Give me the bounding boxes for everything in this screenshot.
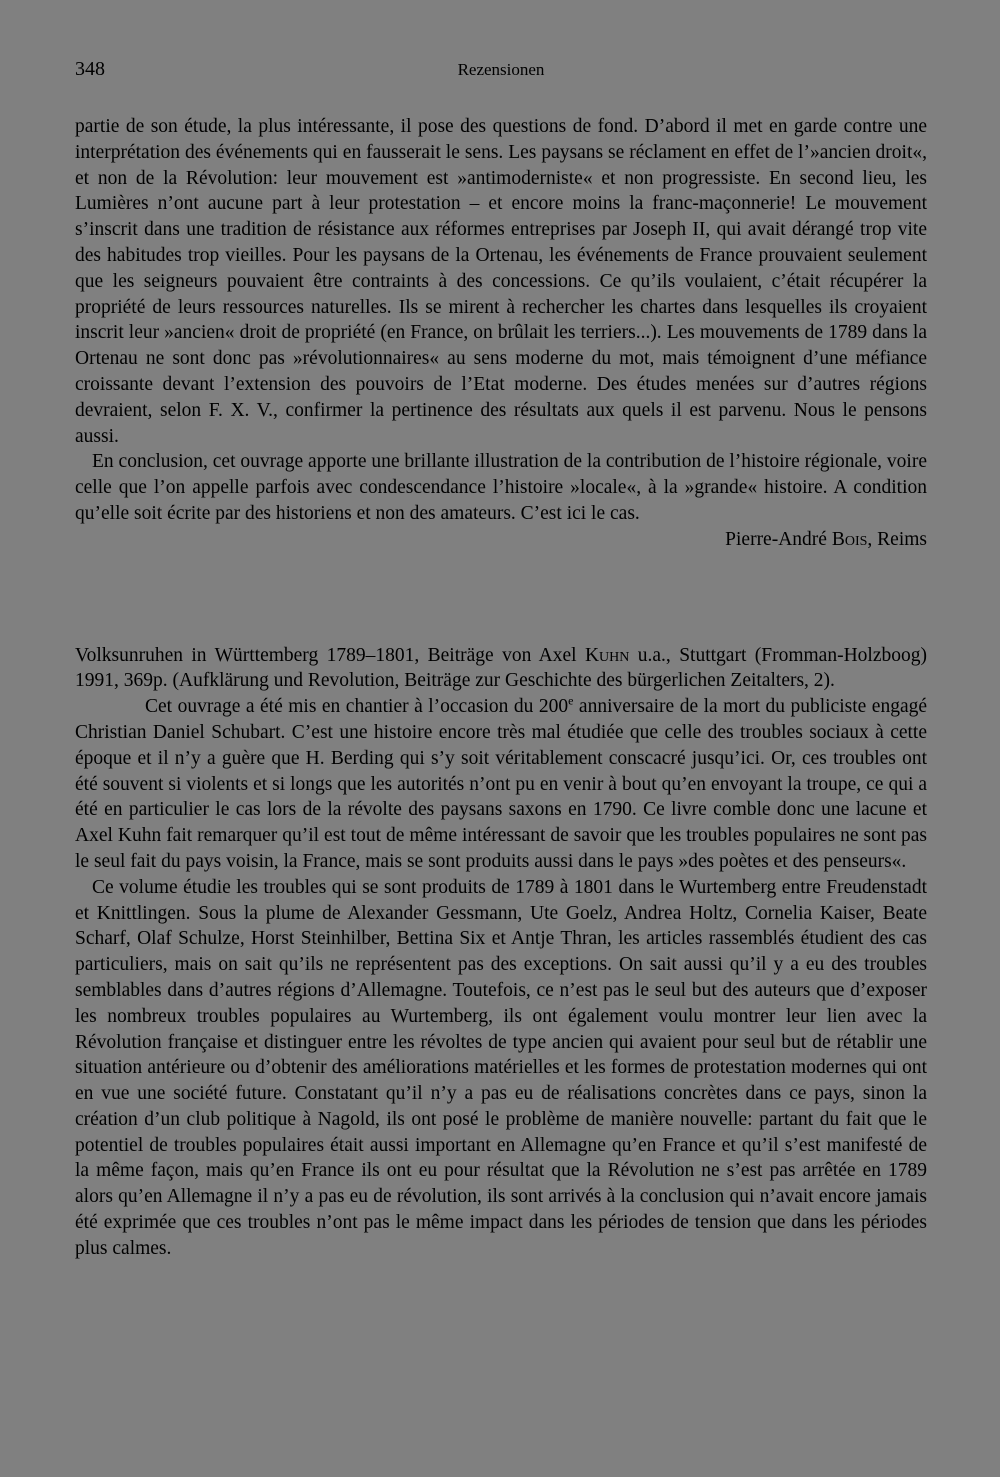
signature-surname: Bois	[831, 528, 868, 550]
citation-author: Kuhn	[584, 644, 630, 666]
review-1-paragraph-1: partie de son étude, la plus intéressante, il pose des questions de fond. D’abord il met en garde contre une interprétation des événements qui en fausserait le sens. Les paysans se réclament en effet de l’»ancien droit«, et non de la Révolution: leur mouvement est »antimoderniste« et non progressiste. En second lieu, les Lumières n’ont aucune part à leur protestation – et encore moins la franc-maçonnerie! Le mouvement s’inscrit dans une tradition de résistance aux réformes entreprises par Joseph II, qui avait dérangé trop vite des habitudes trop vieilles. Pour les paysans de la Ortenau, les événements de France prouvaient seulement que les seigneurs pouvaient être contraints à des concessions. Ce qu’ils voulaient, c’était récupérer la propriété de leurs ressources naturelles. Ils se mirent à rechercher les chartes dans lesquelles ils croyaient inscrit leur »ancien« droit de propriété (en France, on brûlait les terriers...). Les mouvements de 1789 dans la Ortenau ne sont donc pas »révolutionnaires« au sens moderne du mot, mais témoignent d’une méfiance croissante devant l’extension des pouvoirs de l’Etat moderne. Des études menées sur d’autres régions devraient, selon F. X. V., confirmer la pertinence des résultats aux quels il est parvenu. Nous le pensons aussi.	[75, 116, 927, 447]
citation-part-2: u.a., Stuttgart (Fromman-Holzboog) 1991, 369p. (Aufklärung und Revolution, Beiträge zur Geschichte des bürgerlichen Zeitalters, 2).	[75, 644, 927, 692]
signature-name: Pierre-André	[725, 528, 832, 550]
review-2	[75, 643, 927, 1262]
page	[75, 58, 927, 1262]
review-2-paragraph-2: Ce volume étudie les troubles qui se sont produits de 1789 à 1801 dans le Wurtemberg entre Freudenstadt et Knittlingen. Sous la plume de Alexander Gessmann, Ute Goelz, Andrea Holtz, Cornelia Kaiser, Beate Scharf, Olaf Schulze, Horst Steinhilber, Bettina Six et Antje Thran, les articles rassemblés étudient des cas particuliers, mais on sait qu’ils ne représentent pas des exceptions. On sait aussi qu’il y a eu des troubles semblables dans d’autres régions d’Allemagne. Toutefois, ce n’est pas le seul but des auteurs que d’exposer les nombreux troubles populaires au Wurtemberg, ils ont également voulu montrer leur lien avec la Révolution française et distinguer entre les révoltes de type ancien qui avaient pour seul but de rétablir une situation antérieure ou d’obtenir des améliorations matérielles et les formes de protestation modernes qui ont en vue une société future. Constatant qu’il n’y a pas eu de réalisations concrètes dans ce pays, sinon la création d’un club politique à Nagold, ils ont posé le problème de manière nouvelle: partant du fait que le potentiel de troubles populaires était aussi important en Allemagne qu’en France et qu’il s’est manifesté de la même façon, mais qu’en France ils ont eu pour résultat que la Révolution ne s’est pas arrêtée en 1789 alors qu’en Allemagne il n’y a pas eu de révolution, ils sont arrivés à la conclusion qui n’avait encore jamais été exprimée que ces troubles n’ont pas le même impact dans les périodes de tension que dans les périodes plus calmes.	[75, 876, 927, 1259]
paragraph-1-part-2: anniversaire de la mort du publiciste engagé Christian Daniel Schubart. C’est une histoire encore très mal étudiée que celle des troubles sociaux à cette époque et il n’y a guère que H. Berding qui s’y soit véritablement conscacré jusqu’ici. Or, ces troubles ont été souvent si violents et si longs que les autorités n’ont pu en venir à bout qu’en envoyant la troupe, ce qui a été en particulier le cas lors de la révolte des paysans saxons en 1790. Ce livre comble donc une lacune et Axel Kuhn fait remarquer qu’il est tout de même intéressant de savoir que les troubles populaires ne sont pas le seul fait du pays voisin, la France, mais se sont produits aussi dans le pays »des poètes et des penseurs«.	[75, 696, 928, 872]
signature-place: , Reims	[867, 528, 927, 550]
review-2-citation	[75, 643, 927, 695]
review-1-signature	[75, 527, 927, 553]
review-1-paragraph-2: En conclusion, cet ouvrage apporte une brillante illustration de la contribution de l’histoire régionale, voire celle que l’on appelle parfois avec condescendance l’histoire »locale«, à la »grande« histoire. A condition qu’elle soit écrite par des historiens et non des amateurs. C’est ici le cas.	[75, 451, 927, 524]
page-header	[75, 58, 927, 86]
running-head: Rezensionen	[457, 60, 545, 79]
paragraph-1-superscript: e	[568, 693, 574, 708]
paragraph-1-part-1: Cet ouvrage a été mis en chantier à l’occasion du 200	[145, 696, 569, 718]
review-1	[75, 114, 927, 553]
citation-part-1: Volksunruhen in Württemberg 1789–1801, Beiträge von Axel	[75, 644, 585, 666]
page-number: 348	[75, 58, 105, 80]
review-2-paragraph-1	[75, 694, 927, 875]
